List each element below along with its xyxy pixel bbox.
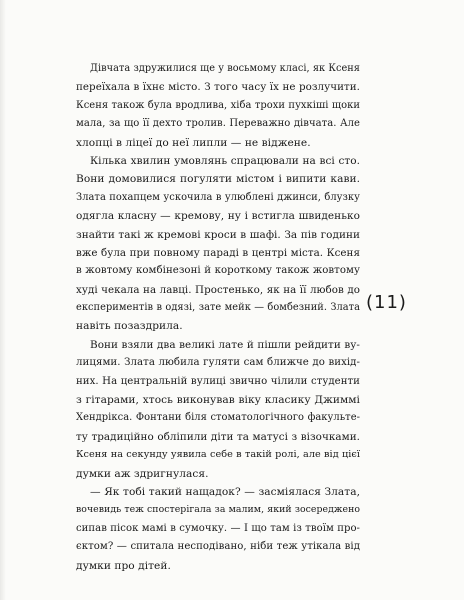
text-line: Ксеня на секунду уявила себе в такій ролі, але від цієї <box>76 449 360 461</box>
text-line: переїхала в їхнє місто. З того часу їх не розлучити. <box>76 81 360 94</box>
text-line: знайти такі ж кремові кроси в шафі. За пів години <box>76 228 360 241</box>
text-line: них. На центральній вулиці звично чілили студенти <box>76 375 360 387</box>
text-line: навіть позаздрила. <box>76 320 183 333</box>
text-line: Кілька хвилин умовлянь спрацювали на всі сто. <box>90 154 360 167</box>
text-line: вочевидь теж спостерігала за малим, який зосереджено <box>76 504 360 516</box>
text-line: єктом? — спитала несподівано, ніби теж утікала від <box>76 541 360 553</box>
text-line: худі чекала на лавці. Простенько, як на її любов до <box>76 283 360 296</box>
body-text <box>76 60 360 575</box>
text-line: Вони взяли два великі лате й пішли рейдити ву- <box>90 338 360 351</box>
page-number: (11) <box>366 292 407 313</box>
text-line: Вони домовилися погуляти містом і випити кави. <box>76 173 360 186</box>
text-line: сипав пісок мамі в сумочку. — І що там із твоїм про- <box>76 522 360 534</box>
text-line: думки аж здригнулася. <box>76 467 209 480</box>
page-edge-shadow <box>0 0 6 600</box>
text-line: вже була при повному параді в центрі міста. Ксеня <box>76 246 360 259</box>
text-line: мала, за що її дехто тролив. Переважно дівчата. Але <box>76 118 360 130</box>
text-line: Дівчата здружилися ще у восьмому класі, як Ксеня <box>90 63 360 74</box>
text-line: Ксеня також була вродлива, хіба трохи пухкіші щоки <box>76 99 360 111</box>
text-line: Хендрікса. Фонтани біля стоматологічного факульте- <box>76 412 360 424</box>
text-line: Злата похапцем ускочила в улюблені джинси, блузку <box>76 191 360 203</box>
text-line: одягла класну — кремову, ну і встигла швиденько <box>76 210 360 223</box>
text-line: експериментів в одязі, зате мейк — бомбезний. Злата <box>76 302 360 314</box>
text-line: лицями. Злата любила гуляти сам ближче до вихід- <box>76 357 360 369</box>
text-line: з гітарами, хтось виконував віку класику Джиммі <box>76 394 360 407</box>
text-line: в жовтому комбінезоні й короткому також жовтому <box>76 265 360 277</box>
text-line: — Як тобі такий нащадок? — засміялася Злата, <box>90 485 360 498</box>
text-line: ту традиційно обліпили діти та матусі з візочками. <box>76 430 360 443</box>
text-line: хлопці в ліцеї до неї липли — не віджене. <box>76 136 311 149</box>
text-line: думки про дітей. <box>76 559 171 572</box>
